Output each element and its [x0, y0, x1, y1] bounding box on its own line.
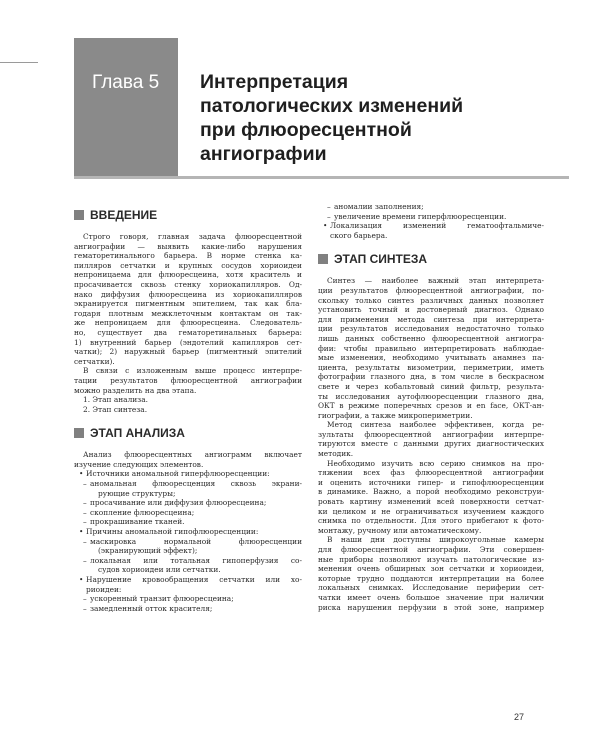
bullet-item-cont: ского барьера. [330, 230, 388, 240]
sub-item-text: замедленный отток красителя; [90, 603, 213, 613]
text-line: В связи с изложенным выше процесс интерпре- [83, 366, 302, 376]
text-line: и оценить источники гипер- и гипофлюоресценции [318, 477, 544, 487]
bullet-icon: • [323, 221, 328, 231]
text-line: фии: чтобы правильно интерпретировать наблюдае- [318, 343, 544, 353]
bullet-item [74, 527, 302, 537]
dash-icon: – [83, 517, 87, 527]
dash-icon: – [327, 202, 331, 211]
text-line: Синтез — наиболее важный этап интерпрета- [327, 276, 544, 286]
sub-item [74, 479, 302, 489]
text-line: тации результатов флюоресцентной ангиографии [74, 375, 302, 385]
bullet-item [74, 469, 302, 479]
sub-item [318, 202, 544, 212]
chapter-box [74, 38, 178, 178]
stage-item: 2. Этап синтеза. [83, 404, 148, 414]
chapter-title-line: Интерпретация [200, 71, 349, 93]
text-line: риска нарушения перфузии в этой зоне, например [318, 602, 544, 612]
text-line: лишь данных собственно флюоресцентной ангиогра- [318, 333, 544, 343]
text-line: гиографии, а также микропериметрии. [318, 410, 473, 420]
synthesis-paragraph-4 [318, 535, 544, 612]
sub-item [74, 537, 302, 547]
text-line: локальных снимках. Исследование периферии сет- [318, 583, 544, 593]
analysis-list [74, 469, 302, 613]
bullet-text: Источники аномальной гиперфлюоресценции: [86, 469, 270, 479]
dash-icon: – [83, 555, 87, 565]
sub-item [74, 517, 302, 527]
sub-item [74, 556, 302, 566]
analysis-list-continued [318, 202, 544, 240]
section-heading-synthesis [318, 252, 544, 266]
bullet-item [74, 575, 302, 585]
section-heading-analysis [74, 426, 302, 440]
dash-icon: – [83, 603, 87, 613]
sub-item-text: аномалии заполнения; [334, 202, 424, 211]
text-line: Метод синтеза наиболее эффективен, когда ре- [327, 420, 544, 430]
heading-square-icon [74, 210, 84, 220]
text-line: монтажу, ручному или автоматическому. [318, 525, 482, 535]
sub-item-text: ускоренный транзит флюоресцеина; [90, 594, 234, 604]
sub-item [74, 508, 302, 518]
text-line: чатки); 2) наружный барьер (пигментный эпителий [74, 347, 302, 357]
chapter-title [200, 70, 560, 166]
dash-icon: – [83, 507, 87, 517]
section-heading-text: ВВЕДЕНИЕ [90, 208, 158, 222]
text-line: годаря плотным межклеточным контактам он так- [74, 308, 302, 318]
text-line: методик. [318, 449, 354, 459]
synthesis-paragraph-1 [318, 276, 544, 420]
text-line: для флюоресцентной ангиографии. Эти совершен- [318, 545, 544, 554]
sub-item [318, 212, 544, 222]
bullet-item [318, 221, 544, 231]
synthesis-paragraph-2 [318, 420, 544, 458]
text-line: в динамике. Важно, а порой необходимо реконструи- [318, 487, 544, 497]
dash-icon: – [83, 479, 87, 489]
text-line: изучение следующих элементов. [74, 459, 204, 469]
bullet-item-cont: риоидеи: [86, 584, 122, 594]
text-line: пилляров сетчатки и крупных сосудов хориоидеи [74, 260, 302, 270]
text-line: ангиографии — выявить какие-либо нарушения [74, 241, 302, 251]
chapter-title-line: патологических изменений [200, 95, 464, 117]
text-line: но, существует два гематоретинальных барьера: [74, 327, 302, 337]
text-line: ты исследования аутофлюоресценции глазного дна, [318, 391, 544, 401]
synthesis-paragraph-3 [318, 459, 544, 536]
text-line: экранируется пигментным эпителием, так как бла- [74, 299, 302, 309]
text-line: 1) внутренний барьер (эндотелий капилляров сет- [74, 337, 302, 347]
analysis-intro [74, 450, 302, 469]
chapter-title-line: при флюоресцентной [200, 119, 412, 141]
bullet-icon: • [79, 575, 84, 584]
text-line: ровать картину изменений всей поверхности сетчат- [318, 497, 544, 507]
text-line: тируются вместе с данными других диагностических [318, 439, 544, 449]
text-line: ОКТ в режиме поперечных срезов и en face, ОКТ-ан- [318, 401, 544, 411]
text-line: тяжении всех фаз флюоресцентной ангиографии [318, 468, 544, 478]
chapter-title-line: ангиографии [200, 143, 327, 165]
sub-item-text: аномальная флюоресценция сквозь экрани- [90, 479, 302, 489]
text-line: ки целиком и не ограничиваться изучением каждого [318, 506, 544, 516]
intro-paragraph-2 [74, 366, 302, 414]
sub-item-text: прокрашивание тканей. [90, 517, 185, 527]
top-margin-rule [0, 62, 38, 63]
text-line: В наши дни доступны широкоугольные камеры [327, 535, 544, 545]
text-line: непроницаема для флюоресцеина, хотя краситель и [74, 270, 302, 280]
chapter-label: Глава 5 [92, 72, 160, 93]
text-line: скольку только синтез различных данных позволяет [318, 295, 544, 305]
dash-icon: – [83, 498, 87, 508]
text-line: нако диффузия флюоресцеина из хориокапилляров [74, 289, 302, 299]
page-number: 27 [514, 712, 525, 722]
bullet-text: Нарушение кровообращения сетчатки или хо- [86, 575, 302, 584]
text-line: мые изменения, необходимо учитывать анамнез па- [318, 353, 544, 363]
text-line: установить точный и достоверный диагноз. Однако [318, 305, 544, 315]
sub-item-cont: (экранирующий эффект); [98, 546, 198, 556]
bullet-text: Причины аномальной гипофлюоресценции: [86, 527, 259, 537]
sub-item [74, 498, 302, 508]
sub-item-text: маскировка нормальной флюоресценции [90, 536, 302, 546]
sub-item-text: скопление флюоресцеина; [90, 507, 195, 517]
text-line: Необходимо изучить всю серию снимков на про- [327, 458, 544, 468]
text-line: сетчатки). [74, 356, 115, 366]
stage-item: 1. Этап анализа. [83, 395, 148, 405]
section-heading-intro [74, 208, 302, 222]
section-heading-text: ЭТАП АНАЛИЗА [90, 426, 185, 441]
sub-item-cont: рующие структуры; [98, 488, 176, 498]
sub-item [74, 604, 302, 614]
sub-item [74, 594, 302, 604]
dash-icon: – [327, 211, 331, 221]
text-line: просачивается сквозь стенку хориокапилляров. Од- [74, 279, 302, 289]
sub-item-text: просачивание или диффузия флюоресцеина; [90, 498, 267, 508]
left-column [74, 208, 302, 613]
sub-item-text: увеличение времени гиперфлюоресценции. [334, 211, 507, 221]
text-line: гематоретинального барьера. В норме стенка ка- [74, 251, 302, 261]
text-line: снимка по отдельности. Для этого прибегают к фото- [318, 516, 544, 526]
heading-square-icon [318, 254, 328, 264]
intro-paragraph [74, 232, 302, 366]
bullet-icon: • [79, 469, 84, 479]
sub-item-cont: судов хориоидеи или сетчатки. [98, 565, 221, 575]
text-line: Строго говоря, главная задача флюоресцентной [83, 232, 302, 241]
section-heading-text: ЭТАП СИНТЕЗА [334, 252, 428, 267]
text-line: ции результатов флюоресцентной ангиографии, по- [318, 285, 544, 295]
text-line: ные приборы позволяют изучать патологические из- [318, 554, 544, 564]
text-line: свете и через кобальтовый синий фильтр, результа- [318, 381, 544, 391]
sub-item-text: локальная или тотальная гипоперфузия со- [90, 555, 302, 565]
text-line: фотографии глазного дна, в том числе в бескрасном [318, 372, 544, 382]
bullet-icon: • [79, 527, 84, 537]
text-line: Анализ флюоресцентных ангиограмм включает [83, 450, 302, 460]
bullet-text: Локализация изменений гематоофтальмиче- [330, 221, 544, 231]
text-line: циента, результаты визометрии, периметрии, иметь [318, 362, 544, 372]
header-rule [74, 176, 569, 179]
dash-icon: – [83, 594, 87, 604]
right-column [318, 202, 544, 612]
text-line: которые трудно поддаются интерпретации на более [318, 573, 544, 583]
text-line: зультаты флюоресцентной ангиографии интерпре- [318, 429, 544, 439]
text-line: же непроницаем для флюоресцеина. Следователь- [74, 318, 302, 328]
text-line: ции результатов исследования недостаточно только [318, 324, 544, 334]
dash-icon: – [83, 536, 87, 546]
heading-square-icon [74, 428, 84, 438]
text-line: чатки имеет очень большое значение при наличии [318, 592, 544, 602]
text-line: можно разделить на два этапа. [74, 385, 197, 395]
text-line: для применения метода синтеза при интерпрета- [318, 314, 544, 324]
text-line: менения очень обширных зон сетчатки и хориоидеи, [318, 564, 544, 574]
